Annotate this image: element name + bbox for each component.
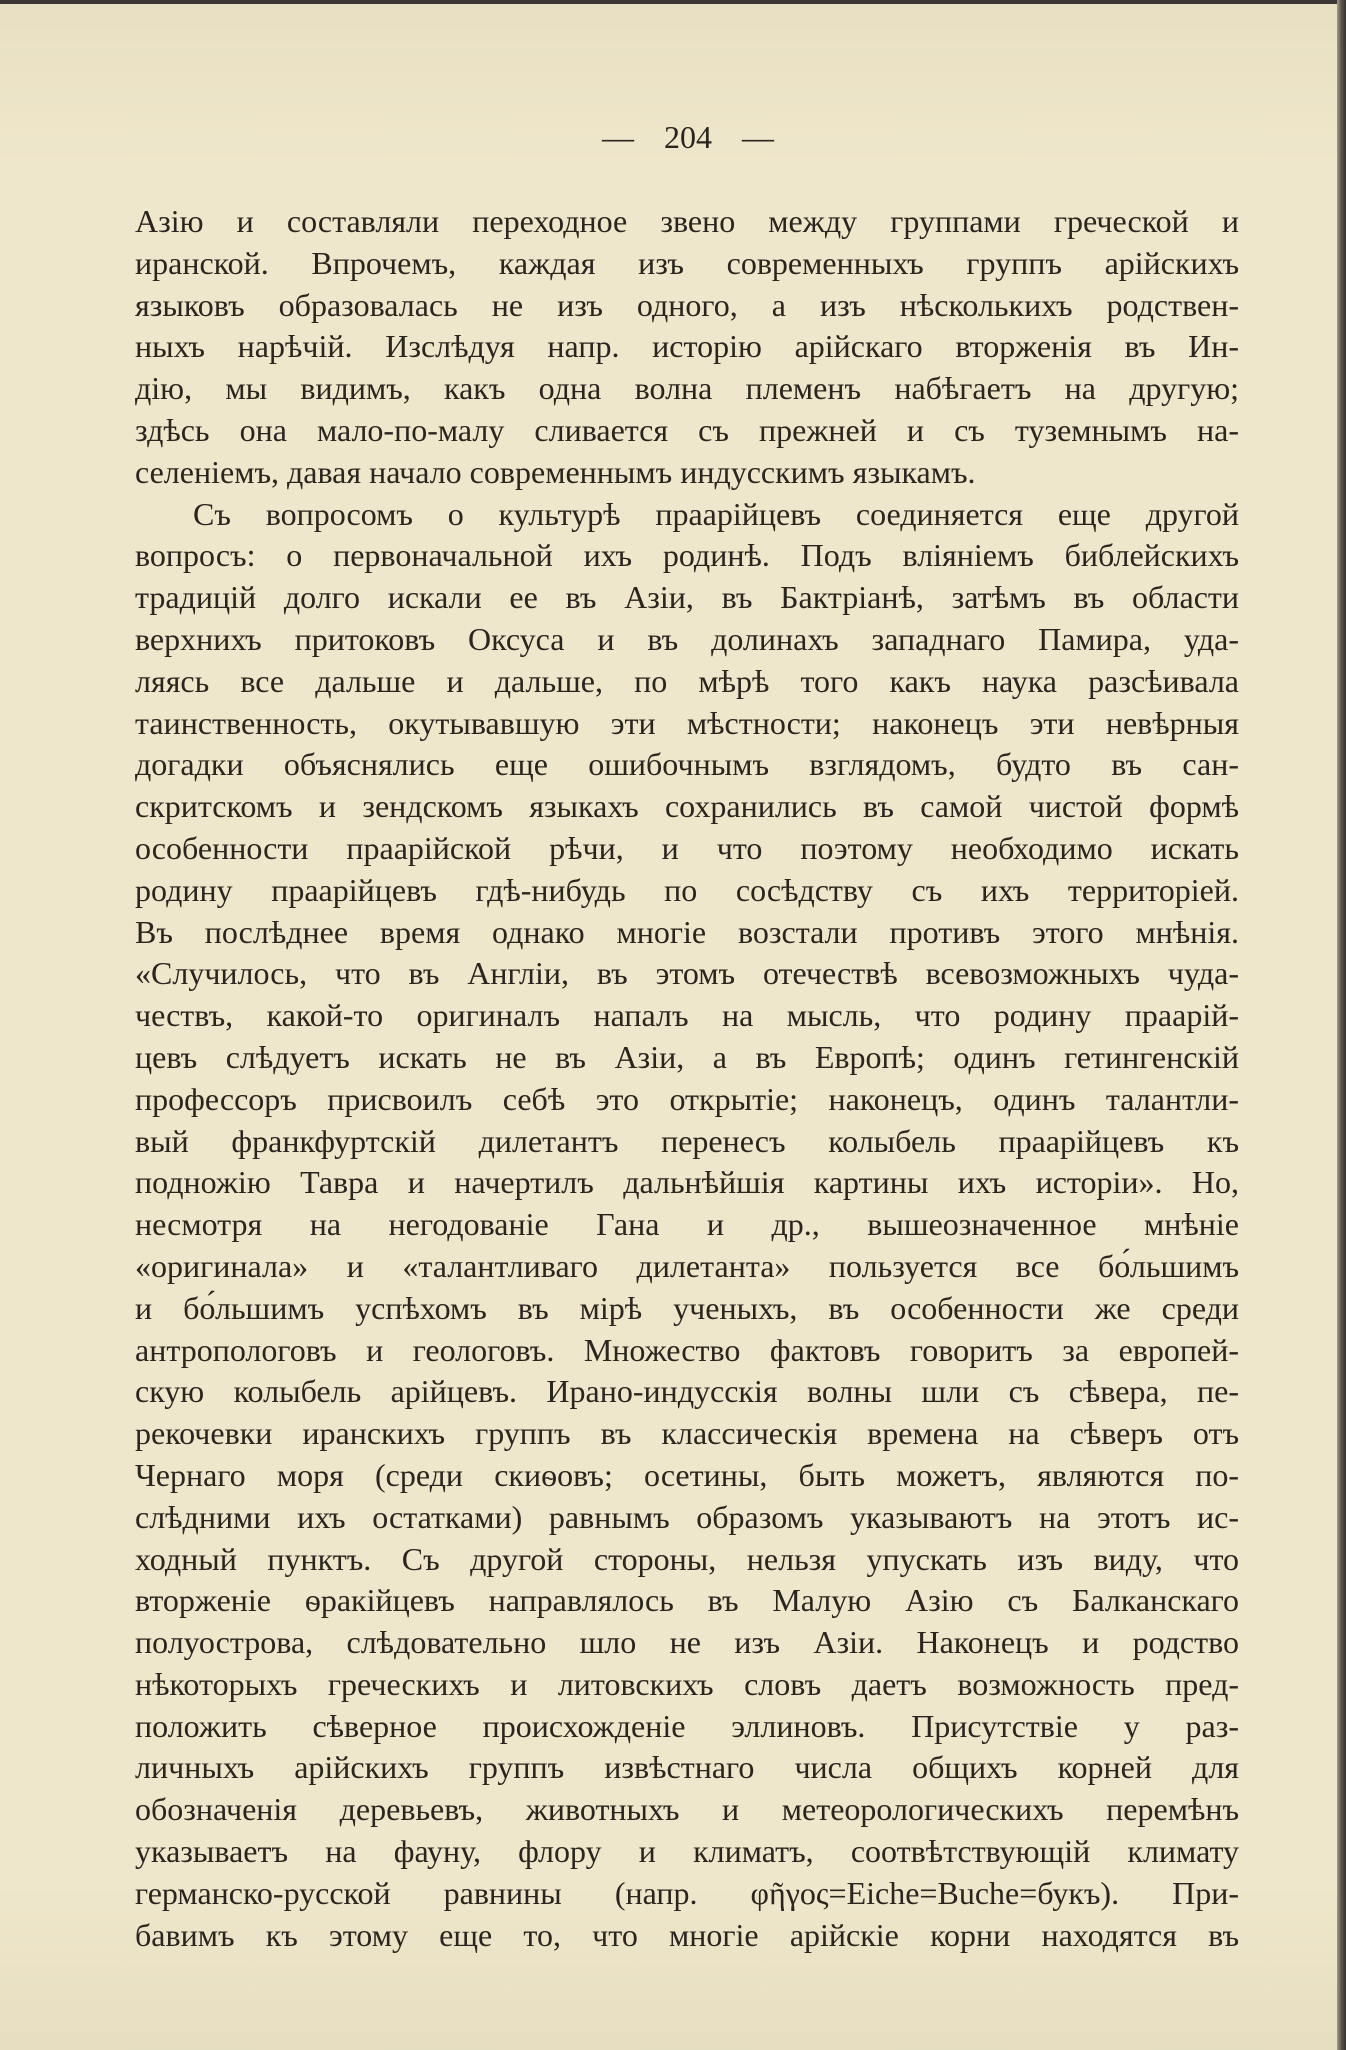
text-line: «Случилось, что въ Англіи, въ этомъ отечествѣ всевозможныхъ чуда-: [135, 955, 1239, 992]
text-line: селеніемъ, давая начало современнымъ индусскимъ языкамъ.: [135, 453, 976, 490]
text-line: Съ вопросомъ о культурѣ праарійцевъ соединяется еще другой: [193, 495, 1239, 532]
text-line: скритскомъ и зендскомъ языкахъ сохранились въ самой чистой формѣ: [135, 788, 1239, 825]
text-line: положить сѣверное происхожденіе эллиновъ. Присутствіе у раз-: [135, 1707, 1239, 1744]
text-line: традицій долго искали ее въ Азіи, въ Бактріанѣ, затѣмъ въ области: [135, 579, 1239, 616]
text-line: полуострова, слѣдовательно шло не изъ Азіи. Наконецъ и родство: [135, 1624, 1239, 1661]
text-line: языковъ образовалась не изъ одного, а изъ нѣсколькихъ родствен-: [135, 286, 1239, 323]
text-line: Азію и составляли переходное звено между группами греческой и: [135, 203, 1239, 239]
text-line: вопросъ: о первоначальной ихъ родинѣ. Подъ вліяніемъ библейскихъ: [135, 537, 1239, 574]
text-line: Въ послѣднее время однако многіе возстали противъ этого мнѣнія.: [135, 913, 1239, 950]
text-line: ныхъ нарѣчій. Изслѣдуя напр. исторію арійскаго вторженія въ Ин-: [135, 328, 1239, 365]
text-line: обозначенія деревьевъ, животныхъ и метеорологическихъ перемѣнъ: [135, 1791, 1239, 1828]
page-number: — 204 —: [602, 119, 774, 155]
scan-edge-top: [0, 0, 1346, 4]
body-text: [135, 201, 1239, 1956]
paragraph: [135, 494, 1239, 1957]
text-line: верхнихъ притоковъ Оксуса и въ долинахъ западнаго Памира, уда-: [135, 620, 1239, 657]
text-line: здѣсь она мало-по-малу сливается съ прежней и съ туземнымъ на-: [135, 411, 1239, 448]
text-line: профессоръ присвоилъ себѣ это открытіе; наконецъ, одинъ талантли-: [135, 1080, 1239, 1117]
text-line: «оригинала» и «талантливаго дилетанта» пользуется все бо́льшимъ: [135, 1247, 1239, 1284]
text-line: личныхъ арійскихъ группъ извѣстнаго числа общихъ корней для: [135, 1749, 1239, 1786]
text-line: чествъ, какой-то оригиналъ напалъ на мысль, что родину праарій-: [135, 997, 1239, 1034]
text-line: указываетъ на фауну, флору и климатъ, соотвѣтствующій климату: [135, 1833, 1239, 1870]
text-line: скую колыбель арійцевъ. Ирано-индусскія волны шли съ сѣвера, пе-: [135, 1373, 1239, 1410]
text-line: рекочевки иранскихъ группъ въ классическія времена на сѣверъ отъ: [135, 1415, 1239, 1452]
text-line: догадки объяснялись еще ошибочнымъ взглядомъ, будто въ сан-: [135, 746, 1239, 783]
text-line: вый франкфуртскій дилетантъ перенесъ колыбель праарійцевъ къ: [135, 1122, 1239, 1159]
text-line: и бо́льшимъ успѣхомъ въ мірѣ ученыхъ, въ особенности же среди: [135, 1289, 1239, 1326]
scan-edge-right: [1337, 0, 1346, 2050]
text-line: родину праарійцевъ гдѣ-нибудь по сосѣдству съ ихъ территоріей.: [135, 871, 1239, 908]
text-line: несмотря на негодованіе Гана и др., вышеозначенное мнѣніе: [135, 1206, 1239, 1243]
text-line: нѣкоторыхъ греческихъ и литовскихъ словъ даетъ возможность пред-: [135, 1665, 1239, 1702]
text-line: бавимъ къ этому еще то, что многіе арійскіе корни находятся въ: [135, 1916, 1239, 1953]
text-line: Чернаго моря (среди скиѳовъ; осетины, быть можетъ, являются по-: [135, 1456, 1239, 1493]
paragraph: [135, 201, 1239, 494]
text-line: германско-русской равнины (напр. φῆγος=Eiche=Buche=букъ). При-: [135, 1874, 1239, 1911]
text-line: цевъ слѣдуетъ искать не въ Азіи, а въ Европѣ; одинъ гетингенскій: [135, 1038, 1239, 1075]
text-line: ходный пунктъ. Съ другой стороны, нельзя упускать изъ виду, что: [135, 1540, 1239, 1577]
text-line: слѣдними ихъ остатками) равнымъ образомъ указываютъ на этотъ ис-: [135, 1498, 1239, 1535]
text-line: ляясь все дальше и дальше, по мѣрѣ того какъ наука разсѣивала: [135, 662, 1239, 699]
text-line: подножію Тавра и начертилъ дальнѣйшія картины ихъ исторіи». Но,: [135, 1164, 1239, 1201]
text-line: вторженіе ѳракійцевъ направлялось въ Малую Азію съ Балканскаго: [135, 1582, 1239, 1619]
text-line: иранской. Впрочемъ, каждая изъ современныхъ группъ арійскихъ: [135, 244, 1239, 281]
text-line: антропологовъ и геологовъ. Множество фактовъ говоритъ за европей-: [135, 1331, 1239, 1368]
text-line: таинственность, окутывавшую эти мѣстности; наконецъ эти невѣрныя: [135, 704, 1239, 741]
text-line: особенности праарійской рѣчи, и что поэтому необходимо искать: [135, 829, 1239, 866]
text-line: дію, мы видимъ, какъ одна волна племенъ набѣгаетъ на другую;: [135, 370, 1239, 407]
